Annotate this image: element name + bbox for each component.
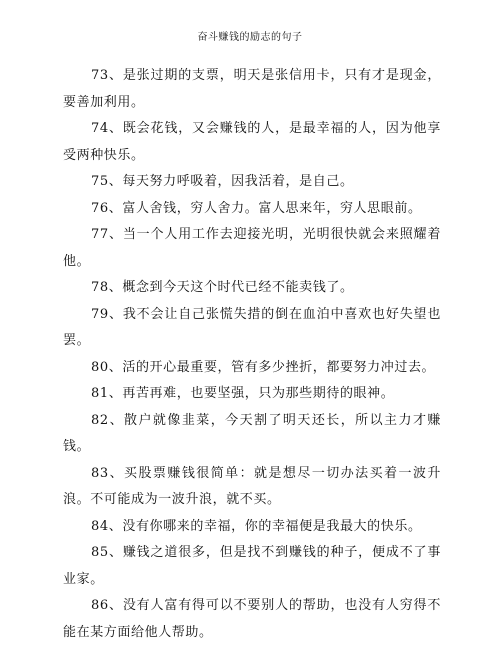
sentence-82: 82、散户就像韭菜，今天割了明天还长，所以主力才赚钱。 xyxy=(63,412,441,454)
sentence-74: 74、既会花钱，又会赚钱的人，是最幸福的人，因为他享受两种快乐。 xyxy=(63,121,441,163)
sentence-77: 77、当一个人用工作去迎接光明，光明很快就会来照耀着他。 xyxy=(63,227,441,269)
sentence-76: 76、富人舍钱，穷人舍力。富人思来年，穷人思眼前。 xyxy=(91,200,422,216)
sentence-83: 83、买股票赚钱很简单：就是想尽一切办法买着一波升浪。不可能成为一波升浪，就不买。 xyxy=(63,465,441,507)
sentence-75: 75、每天努力呼吸着，因我活着，是自己。 xyxy=(91,174,354,189)
sentence-79: 79、我不会让自己张慌失措的倒在血泊中喜欢也好失望也罢。 xyxy=(63,306,441,348)
sentence-list xyxy=(63,63,441,646)
sentence-84: 84、没有你哪来的幸福，你的幸福便是我最大的快乐。 xyxy=(91,518,422,534)
sentence-73: 73、是张过期的支票，明天是张信用卡，只有才是现金，要善加利用。 xyxy=(63,68,441,110)
sentence-80: 80、活的开心最重要，管有多少挫折，都要努力冲过去。 xyxy=(91,359,436,375)
sentence-86: 86、没有人富有得可以不要别人的帮助，也没有人穷得不能在某方面给他人帮助。 xyxy=(63,598,441,640)
document-title: 奋斗赚钱的励志的句子 xyxy=(197,32,303,43)
sentence-85: 85、赚钱之道很多，但是找不到赚钱的种子，便成不了事业家。 xyxy=(63,545,441,587)
sentence-78: 78、概念到今天这个时代已经不能卖钱了。 xyxy=(91,280,354,295)
sentence-81: 81、再苦再难，也要坚强，只为那些期待的眼神。 xyxy=(91,386,395,401)
